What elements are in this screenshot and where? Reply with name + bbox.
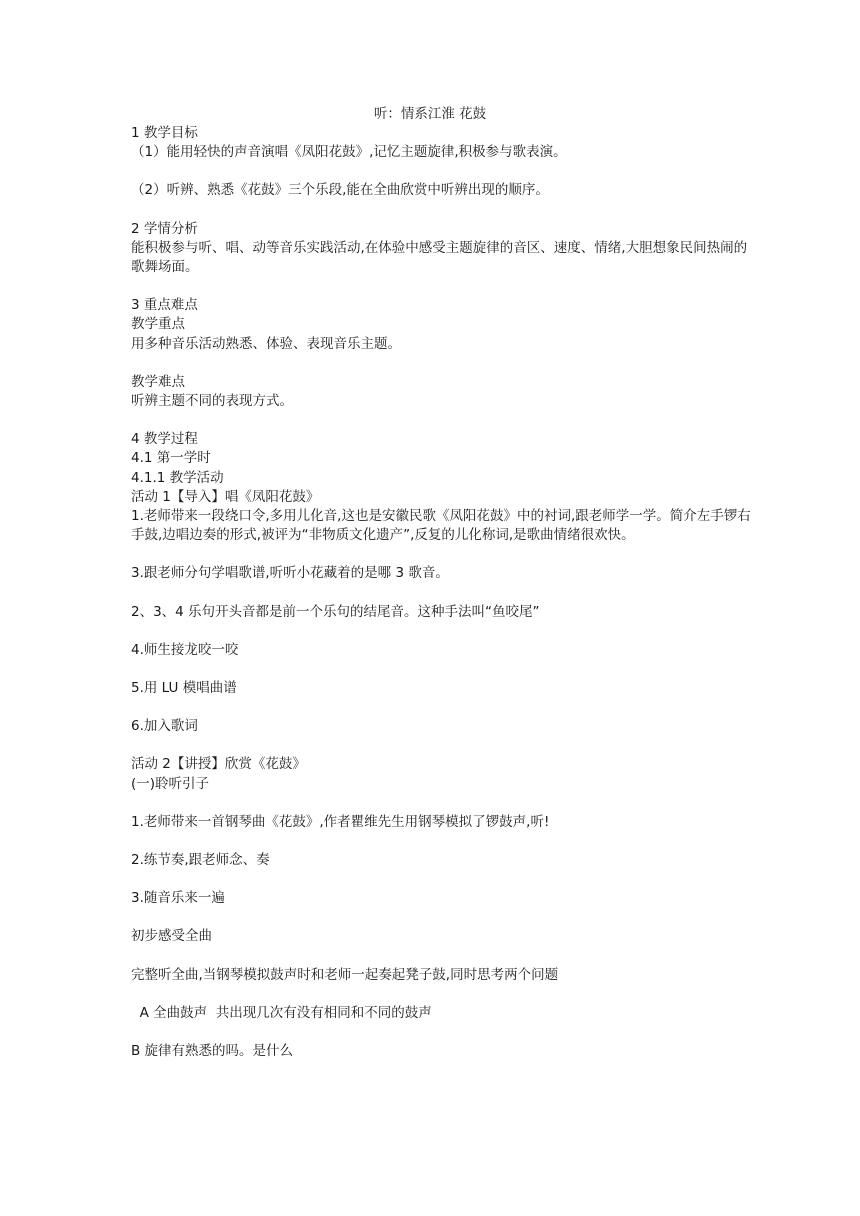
document-body (131, 124, 751, 1061)
activity-2-step-3: 3.随音乐来一遍 (131, 890, 225, 907)
activity-1-note: 2、3、4 乐句开头音都是前一个乐句的结尾音。这种手法叫“鱼咬尾” (131, 603, 540, 620)
document-title: 听：情系江淮 花鼓 (373, 106, 487, 122)
heading-teaching-goals: 1 教学目标 (131, 125, 198, 141)
activity-1-step-1: 1.老师带来一段绕口令,多用儿化音,这也是安徽民歌《凤阳花鼓》中的衬词,跟老师学一学。简介左手锣右手鼓,边唱边奏的形式,被评为“非物质文化遗产”,反复的儿化称词,是歌曲情绪很欢快。 (131, 508, 751, 544)
heading-key-points: 3 重点难点 (131, 297, 198, 314)
activity-2-listen-full: 完整听全曲,当钢琴模拟鼓声时和老师一起奏起凳子鼓,同时思考两个问题 (131, 966, 559, 983)
teaching-focus-text: 用多种音乐活动熟悉、体验、表现音乐主题。 (131, 335, 401, 352)
goal-1: （1）能用轻快的声音演唱《凤阳花鼓》,记忆主题旋律,积极参与歌表演。 (131, 144, 567, 161)
activity-2-title: 活动 2【讲授】欣赏《花鼓》 (131, 756, 306, 773)
activity-1-step-3: 3.跟老师分句学唱歌谱,听听小花藏着的是哪 3 歌音。 (131, 565, 449, 582)
question-a: A 全曲鼓声 共出现几次有没有相同和不同的鼓声 (131, 1004, 432, 1021)
subheading-teaching-focus: 教学重点 (131, 316, 185, 333)
activity-1-step-4: 4.师生接龙咬一咬 (131, 641, 239, 658)
subheading-activities: 4.1.1 教学活动 (131, 469, 224, 486)
activity-2-step-2: 2.练节奏,跟老师念、奏 (131, 852, 270, 869)
question-b: B 旋律有熟悉的吗。是什么 (131, 1043, 294, 1060)
subheading-first-lesson: 4.1 第一学时 (131, 450, 211, 467)
heading-student-analysis: 2 学情分析 (131, 220, 198, 237)
activity-1-title: 活动 1【导入】唱《凤阳花鼓》 (131, 488, 320, 505)
activity-2-step-1: 1.老师带来一首钢琴曲《花鼓》,作者瞿维先生用钢琴模拟了锣鼓声,听! (131, 813, 550, 830)
teaching-difficulty-text: 听辨主题不同的表现方式。 (131, 393, 293, 410)
subheading-teaching-difficulty: 教学难点 (131, 373, 185, 390)
student-analysis-text: 能积极参与听、唱、动等音乐实践活动,在体验中感受主题旋律的音区、速度、情绪,大胆想象民间热闹的歌舞场面。 (131, 239, 748, 276)
goal-2: （2）听辨、熟悉《花鼓》三个乐段,能在全曲欣赏中听辨出现的顺序。 (131, 182, 549, 199)
activity-2-part-1: (一)聆听引子 (131, 775, 210, 792)
activity-1-step-5: 5.用 LU 模唱曲谱 (131, 680, 237, 697)
activity-2-overview: 初步感受全曲 (131, 928, 212, 945)
activity-1-step-6: 6.加入歌词 (131, 718, 198, 735)
heading-teaching-process: 4 教学过程 (131, 431, 198, 448)
